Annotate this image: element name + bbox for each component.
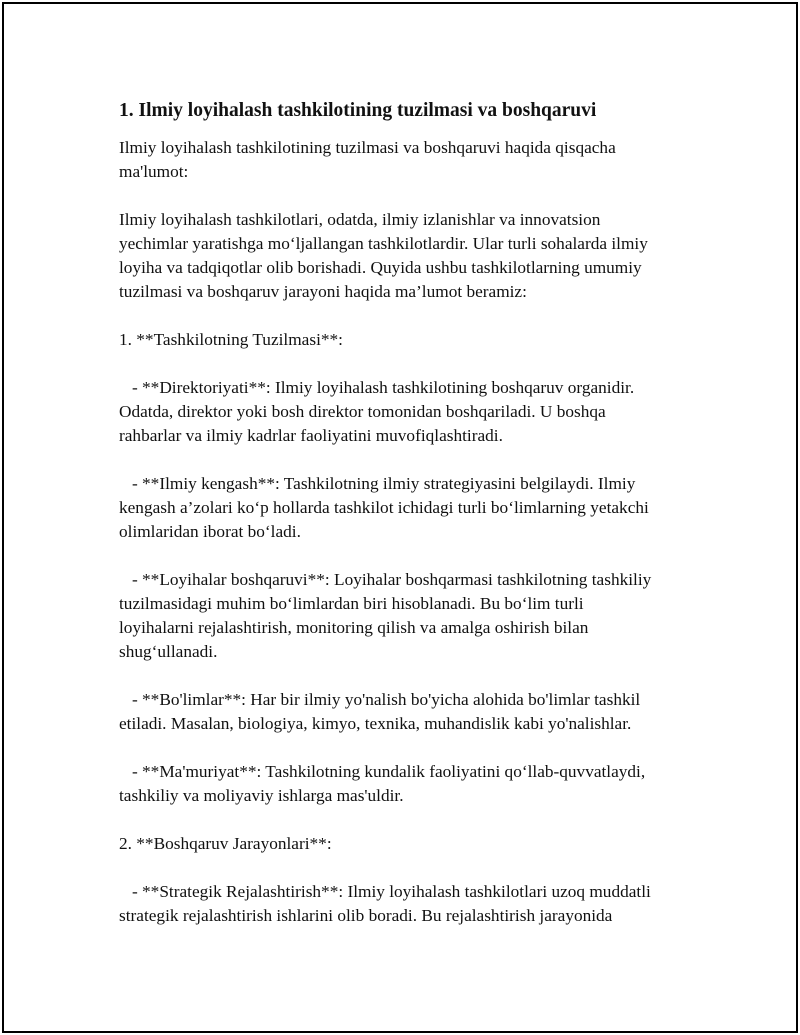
section-2-heading: 2. **Boshqaruv Jarayonlari**: (119, 834, 332, 853)
intro-line-1: Ilmiy loyihalash tashkilotining tuzilmasi va boshqaruvi haqida qisqacha (119, 138, 616, 157)
kengash-line-2: kengash a’zolari ko‘p hollarda tashkilot ichidagi turli bo‘limlarning yetakchi (119, 498, 649, 517)
direktoriyat-line-1: - **Direktoriyati**: Ilmiy loyihalash tashkilotining boshqaruv organidir. (119, 378, 635, 397)
mamuriyat-line-2: tashkiliy va moliyaviy ishlarga mas'uldir. (119, 786, 404, 805)
paragraph-gap (119, 808, 699, 832)
loyihalar-line-4: shug‘ullanadi. (119, 642, 218, 661)
paragraph-gap (119, 304, 699, 328)
loyihalar-line-1: - **Loyihalar boshqaruvi**: Loyihalar boshqarmasi tashkilotning tashkiliy (119, 570, 652, 589)
paragraph-gap (119, 736, 699, 760)
paragraph-gap (119, 448, 699, 472)
intro-line-2: ma'lumot: (119, 162, 189, 181)
kengash-line-3: olimlaridan iborat bo‘ladi. (119, 522, 301, 541)
loyihalar-line-3: loyihalarni rejalashtirish, monitoring qilish va amalga oshirish bilan (119, 618, 589, 637)
document-body (119, 99, 699, 928)
bolimlar-line-1: - **Bo'limlar**: Har bir ilmiy yo'nalish bo'yicha alohida bo'limlar tashkil (119, 690, 641, 709)
paragraph-gap (119, 352, 699, 376)
loyihalar-line-2: tuzilmasidagi muhim bo‘limlardan biri hisoblanadi. Bu bo‘lim turli (119, 594, 584, 613)
document-title: 1. Ilmiy loyihalash tashkilotining tuzilmasi va boshqaruvi (119, 100, 597, 121)
document-page (2, 2, 798, 1033)
bolimlar-line-2: etiladi. Masalan, biologiya, kimyo, texnika, muhandislik kabi yo'nalishlar. (119, 714, 632, 733)
paragraph-gap (119, 664, 699, 688)
overview-line-2: yechimlar yaratishga mo‘ljallangan tashkilotlardir. Ular turli sohalarda ilmiy (119, 234, 648, 253)
mamuriyat-line-1: - **Ma'muriyat**: Tashkilotning kundalik faoliyatini qo‘llab-quvvatlaydi, (119, 762, 646, 781)
kengash-line-1: - **Ilmiy kengash**: Tashkilotning ilmiy strategiyasini belgilaydi. Ilmiy (119, 474, 636, 493)
overview-line-4: tuzilmasi va boshqaruv jarayoni haqida ma’lumot beramiz: (119, 282, 527, 301)
paragraph-gap (119, 544, 699, 568)
overview-line-1: Ilmiy loyihalash tashkilotlari, odatda, ilmiy izlanishlar va innovatsion (119, 210, 601, 229)
direktoriyat-line-2: Odatda, direktor yoki bosh direktor tomonidan boshqariladi. U boshqa (119, 402, 606, 421)
paragraph-gap (119, 184, 699, 208)
overview-line-3: loyiha va tadqiqotlar olib borishadi. Quyida ushbu tashkilotlarning umumiy (119, 258, 642, 277)
strategik-line-2: strategik rejalashtirish ishlarini olib boradi. Bu rejalashtirish jarayonida (119, 906, 613, 925)
paragraph-gap (119, 856, 699, 880)
direktoriyat-line-3: rahbarlar va ilmiy kadrlar faoliyatini muvofiqlashtiradi. (119, 426, 503, 445)
strategik-line-1: - **Strategik Rejalashtirish**: Ilmiy loyihalash tashkilotlari uzoq muddatli (119, 882, 651, 901)
section-1-heading: 1. **Tashkilotning Tuzilmasi**: (119, 330, 343, 349)
